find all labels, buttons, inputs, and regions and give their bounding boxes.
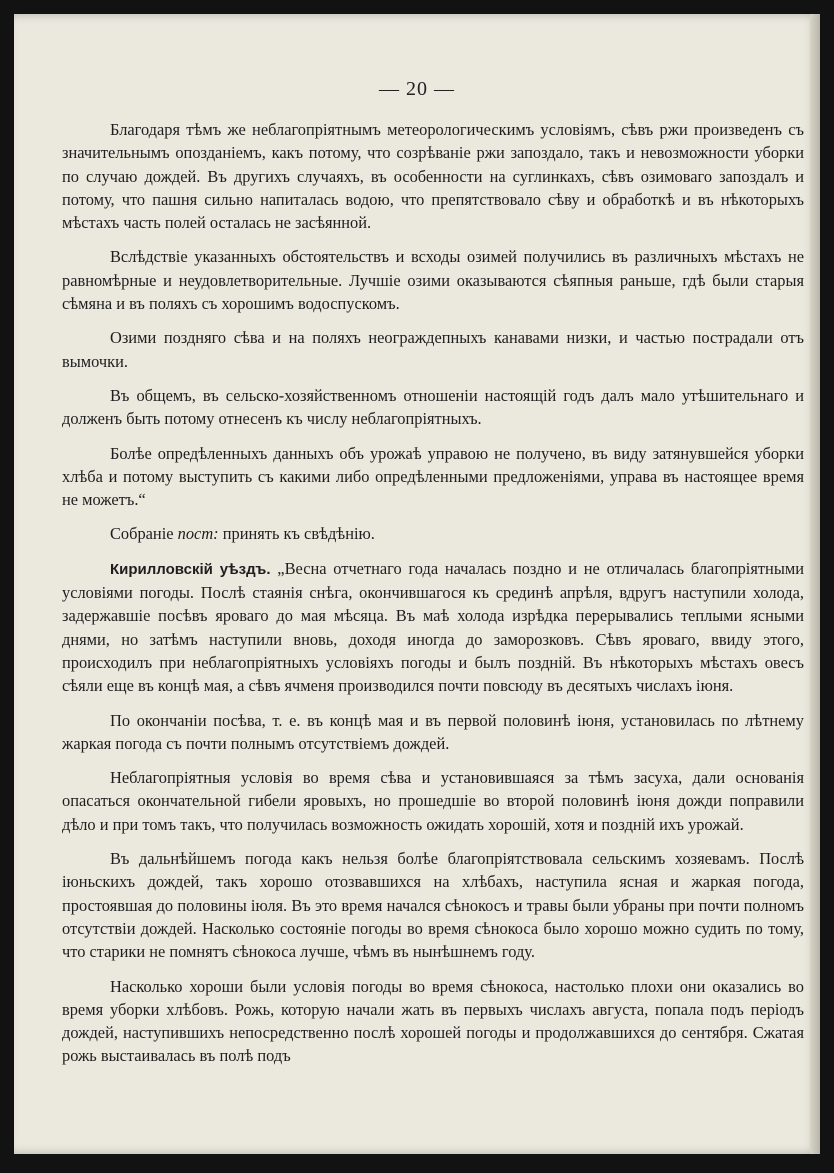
paragraph: Благодаря тѣмъ же неблагопріятнымъ метеорологическимъ условіямъ, сѣвъ ржи произведенъ съ значительнымъ опозданіемъ, какъ потому, что созрѣваніе ржи запоздало, такъ и невозможности уборки по случаю дождей. Въ другихъ случаяхъ, въ особенности на суглинкахъ, сѣвъ озимоваго запоздалъ и потому, что пашня сильно напиталась водою, что препятствовало сѣву и обработкѣ и въ нѣкоторыхъ мѣстахъ часть полей осталась не засѣянной. <box>62 120 804 233</box>
assembly-suffix: принять къ свѣдѣнію. <box>222 524 375 544</box>
paragraph: Вслѣдствіе указанныхъ обстоятельствъ и всходы озимей получились въ различныхъ мѣстахъ не равномѣрные и неудовлетворительные. Лучшіе озими оказываются сѣяпныя раньше, гдѣ были старыя сѣмяна и въ поляхъ съ хорошимъ водоспускомъ. <box>62 247 804 314</box>
paragraph: Озими поздняго сѣва и на поляхъ неограждепныхъ канавами низки, и частью пострадали отъ вымочки. <box>62 328 804 371</box>
paragraph: Неблагопріятныя условія во время сѣва и установившаяся за тѣмъ засуха, дали основанія опасаться окончательной гибели яровыхъ, но прошедшіе во второй половинѣ іюня дожди поправили дѣло и при томъ такъ, что получилась возможность ожидать хорошій, хотя и поздній ихъ урожай. <box>62 768 804 834</box>
district-paragraph <box>62 557 804 698</box>
assembly-resolution <box>62 522 804 545</box>
paragraph: Въ дальнѣйшемъ погода какъ нельзя болѣе благопріятствовала сельскимъ хозяевамъ. Послѣ іюньскихъ дождей, такъ хорошо отозвавшихся на хлѣбахъ, наступила ясная и жаркая погода, простоявшая до половины іюля. Въ это время начался сѣнокосъ и травы были убраны при почти полномъ отсутствіи дождей. Насколько состояніе погоды во время сѣнокоса было хорошо можно судить по тому, что старики не помнятъ сѣнокоса лучше, чѣмъ въ нынѣшнемъ году. <box>62 849 804 962</box>
paragraph: Болѣе опредѣленныхъ данныхъ объ урожаѣ управою не получено, въ виду затянувшейся уборки хлѣба и потому выступить съ какими либо опредѣленными предложеніями, управа въ настоящее время не можетъ.“ <box>62 443 804 510</box>
paragraph: Насколько хороши были условія погоды во время сѣнокоса, настолько плохи они оказались во время уборки хлѣбовъ. Рожь, которую начали жать въ первыхъ числахъ августа, попала подъ періодъ дождей, наступившихъ непосредственно послѣ хорошей погоды и продолжавшихся до сентября. Сжатая рожь выстаивалась въ полѣ подъ <box>62 976 804 1066</box>
assembly-italic: пост: <box>177 524 219 544</box>
paragraph: Въ общемъ, въ сельско-хозяйственномъ отношеніи настоящій годъ далъ мало утѣшительнаго и долженъ быть потому отнесенъ къ числу неблагопріятныхъ. <box>62 385 804 429</box>
assembly-prefix: Собраніе <box>110 524 174 544</box>
district-heading: Кирилловскій уѣздъ. <box>110 560 271 578</box>
body-text <box>62 118 804 1079</box>
district-text: „Весна отчетнаго года началась поздно и не отличалась благопріятными условіями погоды. Послѣ стаянія снѣга, окончившагося къ срединѣ апрѣля, вдругъ наступили холода, задержавшіе посѣвъ яроваго до мая мѣсяца. Въ маѣ холода изрѣдка перерывались теплыми ясными днями, но затѣмъ наступили вновь, доходя иногда до заморозковъ. Сѣвъ яроваго, ввиду этого, происходилъ при неблагопріятныхъ условіяхъ погоды и былъ поздній. Въ нѣкоторыхъ мѣстахъ овесъ сѣяли еще въ концѣ мая, а сѣвъ ячменя производился почти повсюду въ десятыхъ числахъ іюня. <box>62 558 804 696</box>
page-edge-shadow <box>810 14 820 1154</box>
document-page <box>14 14 820 1154</box>
page-number: — 20 — <box>379 78 455 100</box>
paragraph: По окончаніи посѣва, т. е. въ концѣ мая и въ первой половинѣ іюня, установилась по лѣтнему жаркая погода съ почти полнымъ отсутствіемъ дождей. <box>62 710 804 753</box>
